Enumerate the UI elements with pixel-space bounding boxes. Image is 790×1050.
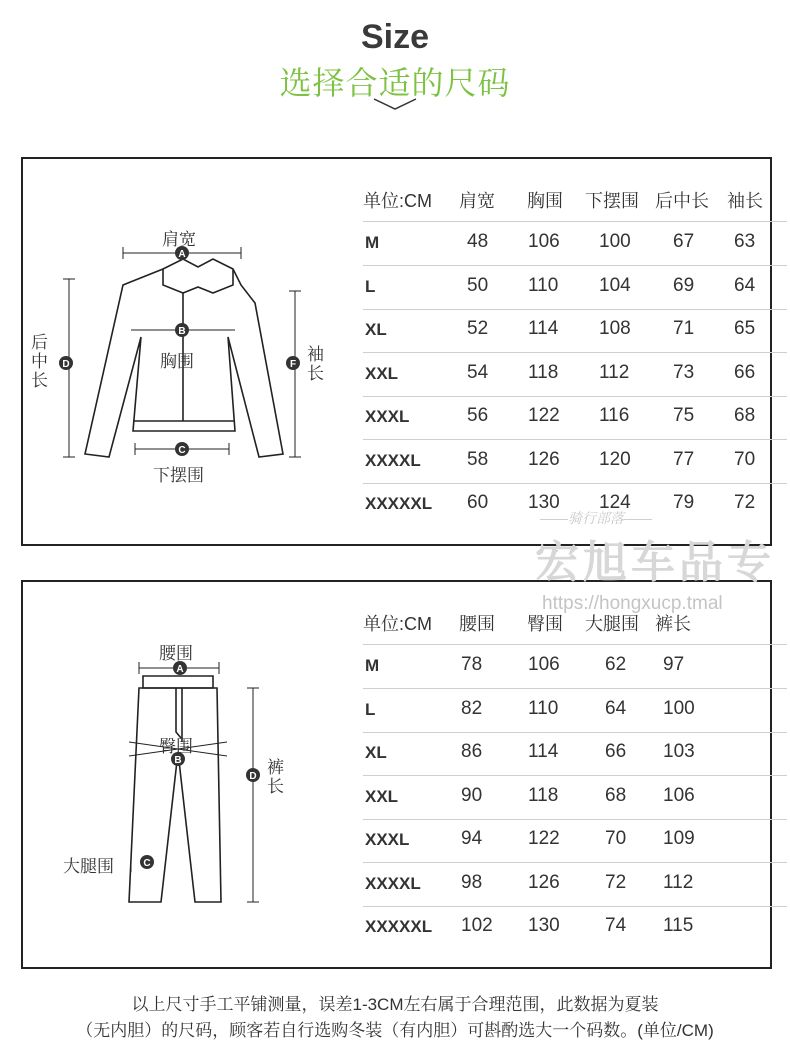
- value-cell: 70: [734, 448, 756, 470]
- row-divider: [363, 862, 787, 863]
- size-cell: M: [365, 656, 380, 675]
- value-cell: 122: [528, 828, 560, 849]
- pants-size-panel: [21, 580, 772, 969]
- value-cell: 106: [528, 654, 560, 675]
- value-cell: 114: [528, 741, 559, 762]
- value-cell: 97: [663, 654, 685, 675]
- value-cell: 118: [528, 784, 559, 806]
- value-cell: 109: [663, 828, 695, 849]
- sleeve-label: 袖长: [307, 345, 324, 383]
- pants-length-label: 裤长: [267, 758, 284, 796]
- value-cell: 110: [528, 697, 559, 719]
- footer-note-line2: （无内胆）的尺码，顾客若自行选购冬装（有内胆）可斟酌选大一个码数。(单位/CM): [76, 1021, 714, 1040]
- value-cell: 116: [599, 405, 630, 426]
- value-cell: 68: [605, 784, 627, 806]
- table-row: [363, 362, 787, 392]
- watermark-url: https://hongxucp.tmal: [542, 593, 723, 614]
- size-cell: XL: [365, 320, 387, 339]
- value-cell: 106: [528, 231, 560, 252]
- value-cell: 69: [673, 274, 695, 296]
- value-cell: 110: [528, 274, 559, 296]
- back-length-label: 后中长: [31, 333, 48, 390]
- row-divider: [363, 819, 787, 820]
- jacket-size-panel: [21, 157, 772, 546]
- size-cell: XXL: [365, 363, 399, 383]
- header-cell: 袖长: [727, 191, 763, 211]
- value-cell: 71: [673, 318, 695, 339]
- row-divider: [363, 644, 787, 645]
- table-row: [363, 698, 787, 728]
- size-cell: M: [365, 233, 380, 252]
- waist-label: 腰围: [159, 644, 193, 663]
- value-cell: 103: [663, 741, 695, 762]
- size-cell: XXXXXL: [365, 917, 433, 936]
- table-row: [363, 318, 787, 348]
- value-cell: 74: [605, 915, 627, 936]
- header-cell: 单位:CM: [363, 191, 432, 211]
- value-cell: 126: [528, 871, 560, 893]
- value-cell: 118: [528, 361, 559, 383]
- svg-text:A: A: [178, 249, 186, 260]
- value-cell: 75: [673, 405, 695, 426]
- value-cell: 72: [734, 492, 756, 513]
- size-cell: L: [365, 276, 376, 296]
- header-cell: 胸围: [527, 191, 563, 211]
- row-divider: [363, 483, 787, 484]
- row-divider: [363, 732, 787, 733]
- header-cell: 下摆围: [585, 191, 639, 211]
- value-cell: 68: [734, 405, 756, 426]
- table-row: [363, 275, 787, 305]
- row-divider: [363, 396, 787, 397]
- value-cell: 86: [461, 741, 483, 762]
- title-english: Size: [360, 18, 430, 56]
- value-cell: 126: [528, 448, 560, 470]
- value-cell: 63: [734, 231, 756, 252]
- header-cell: 大腿围: [585, 614, 639, 634]
- size-cell: L: [365, 699, 376, 719]
- value-cell: 124: [599, 492, 631, 513]
- value-cell: 100: [663, 697, 695, 719]
- size-cell: XL: [365, 743, 387, 762]
- table-row: [363, 828, 787, 858]
- size-cell: XXXXXL: [365, 494, 433, 513]
- footer-note-line1: 以上尺寸手工平铺测量，误差1-3CM左右属于合理范围，此数据为夏装: [131, 995, 659, 1014]
- table-row: [363, 654, 787, 684]
- row-divider: [363, 439, 787, 440]
- svg-text:D: D: [62, 359, 70, 370]
- row-divider: [363, 775, 787, 776]
- value-cell: 106: [663, 784, 695, 806]
- row-divider: [363, 688, 787, 689]
- value-cell: 90: [461, 784, 483, 806]
- value-cell: 98: [461, 871, 483, 893]
- value-cell: 77: [673, 448, 695, 470]
- value-cell: 104: [599, 274, 631, 296]
- value-cell: 56: [467, 405, 489, 426]
- value-cell: 62: [605, 654, 627, 675]
- value-cell: 112: [663, 871, 694, 893]
- row-divider: [363, 352, 787, 353]
- value-cell: 66: [605, 741, 627, 762]
- value-cell: 64: [605, 697, 627, 719]
- table-row: [363, 915, 787, 945]
- table-row: [363, 785, 787, 815]
- size-cell: XXXL: [365, 830, 410, 849]
- svg-text:A: A: [176, 664, 184, 675]
- hem-label: 下摆围: [153, 466, 204, 485]
- svg-text:B: B: [178, 326, 186, 337]
- header-cell: 后中长: [655, 191, 709, 211]
- table-row: [363, 872, 787, 902]
- table-row: [363, 231, 787, 261]
- value-cell: 79: [673, 492, 695, 513]
- size-cell: XXXXL: [365, 873, 421, 893]
- value-cell: 52: [467, 318, 489, 339]
- header-cell: 肩宽: [459, 191, 495, 211]
- svg-text:B: B: [174, 755, 182, 766]
- table-header: [363, 187, 787, 217]
- value-cell: 73: [673, 361, 695, 383]
- value-cell: 60: [467, 492, 489, 513]
- thigh-label: 大腿围: [63, 857, 114, 876]
- header-cell: 腰围: [459, 614, 495, 634]
- value-cell: 48: [467, 231, 489, 252]
- row-divider: [363, 265, 787, 266]
- value-cell: 108: [599, 318, 631, 339]
- chevron-down-icon: [372, 96, 418, 112]
- svg-text:C: C: [143, 858, 151, 869]
- value-cell: 82: [461, 697, 483, 719]
- row-divider: [363, 309, 787, 310]
- value-cell: 130: [528, 915, 560, 936]
- value-cell: 112: [599, 361, 630, 383]
- chest-label: 胸围: [160, 352, 194, 371]
- header-cell: 裤长: [655, 614, 691, 634]
- size-cell: XXL: [365, 786, 399, 806]
- value-cell: 70: [605, 828, 627, 849]
- shoulder-label: 肩宽: [162, 230, 196, 249]
- svg-text:F: F: [289, 359, 297, 370]
- watermark-tagline: ——骑行部落——: [540, 510, 652, 526]
- row-divider: [363, 906, 787, 907]
- value-cell: 66: [734, 361, 756, 383]
- watermark-shop-name: 宏旭车品专: [535, 538, 775, 587]
- value-cell: 54: [467, 361, 489, 383]
- value-cell: 115: [663, 915, 694, 936]
- value-cell: 120: [599, 448, 631, 470]
- header-cell: 单位:CM: [363, 614, 432, 634]
- value-cell: 64: [734, 274, 756, 296]
- size-cell: XXXL: [365, 407, 410, 426]
- svg-text:C: C: [178, 445, 186, 456]
- value-cell: 65: [734, 318, 756, 339]
- value-cell: 130: [528, 492, 560, 513]
- table-row: [363, 405, 787, 435]
- hip-label: 臀围: [159, 737, 193, 756]
- table-row: [363, 741, 787, 771]
- value-cell: 78: [461, 654, 483, 675]
- size-cell: XXXXL: [365, 450, 421, 470]
- value-cell: 102: [461, 915, 493, 936]
- value-cell: 122: [528, 405, 560, 426]
- table-row: [363, 449, 787, 479]
- header-cell: 臀围: [527, 614, 563, 634]
- value-cell: 50: [467, 274, 489, 296]
- title-chinese: 选择合适的尺码: [279, 65, 511, 101]
- value-cell: 114: [528, 318, 559, 339]
- svg-text:D: D: [249, 771, 257, 782]
- value-cell: 72: [605, 871, 627, 893]
- value-cell: 58: [467, 448, 489, 470]
- value-cell: 94: [461, 828, 483, 849]
- row-divider: [363, 221, 787, 222]
- value-cell: 67: [673, 231, 695, 252]
- value-cell: 100: [599, 231, 631, 252]
